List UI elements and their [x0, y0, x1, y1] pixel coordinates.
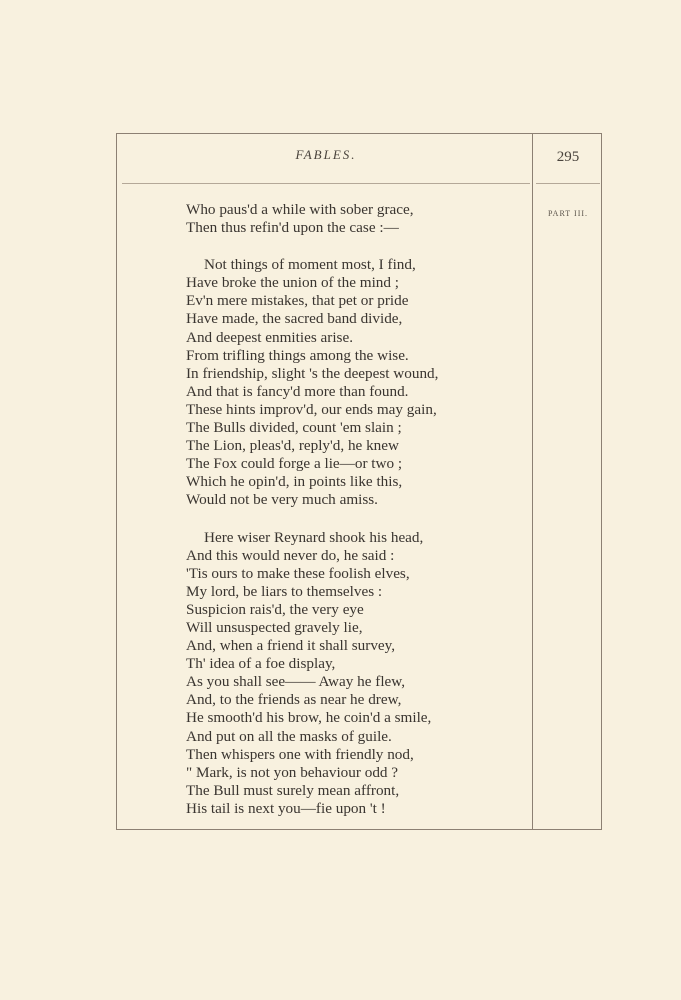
- poem-line: Have made, the sacred band divide,: [186, 310, 403, 328]
- poem-line: And, when a friend it shall survey,: [186, 637, 396, 655]
- poem-line: His tail is next you—fie upon 't !: [186, 799, 386, 817]
- poem-line: Then thus refin'd upon the case :—: [186, 219, 399, 237]
- poem-line: In friendship, slight 's the deepest wound,: [186, 364, 439, 382]
- poem-line: The Bull must surely mean affront,: [186, 781, 400, 799]
- poem-line: And, to the friends as near he drew,: [186, 691, 402, 709]
- poem-line: Th' idea of a foe display,: [186, 655, 336, 673]
- poem-line: Will unsuspected gravely lie,: [186, 618, 363, 636]
- poem-line: And this would never do, he said :: [186, 546, 395, 564]
- poem-line: Suspicion rais'd, the very eye: [186, 600, 364, 618]
- poem-line: And that is fancy'd more than found.: [186, 382, 409, 400]
- poem-line: My lord, be liars to themselves :: [186, 582, 383, 600]
- running-head: FABLES.: [295, 147, 357, 162]
- poem-line: And deepest enmities arise.: [186, 328, 354, 346]
- page-number: 295: [556, 149, 580, 165]
- poem-body: [186, 201, 526, 818]
- poem-line: Then whispers one with friendly nod,: [186, 745, 414, 763]
- poem-line: The Bulls divided, count 'em slain ;: [186, 419, 402, 437]
- poem-line: From trifling things among the wise.: [186, 346, 409, 364]
- stanza: [186, 201, 526, 237]
- header-rule: [122, 183, 530, 184]
- poem-line: 'Tis ours to make these foolish elves,: [186, 564, 410, 582]
- poem-line: The Fox could forge a lie—or two ;: [186, 455, 403, 473]
- poem-line: Which he opin'd, in points like this,: [186, 473, 403, 491]
- poem-line: Would not be very much amiss.: [186, 491, 378, 509]
- poem-line: These hints improv'd, our ends may gain,: [186, 400, 437, 418]
- poem-line: Here wiser Reynard shook his head,: [204, 528, 424, 546]
- poem-line: As you shall see—— Away he flew,: [186, 673, 406, 691]
- stanza: [186, 529, 526, 819]
- poem-line: Not things of moment most, I find,: [204, 256, 416, 274]
- poem-line: And put on all the masks of guile.: [186, 727, 392, 745]
- poem-line: " Mark, is not yon behaviour odd ?: [186, 763, 399, 781]
- margin-divider: [532, 133, 533, 830]
- margin-header-rule: [536, 183, 600, 184]
- poem-line: The Lion, pleas'd, reply'd, he knew: [186, 437, 399, 455]
- poem-line: Ev'n mere mistakes, that pet or pride: [186, 292, 409, 310]
- poem-line: He smooth'd his brow, he coin'd a smile,: [186, 709, 432, 727]
- poem-line: Who paus'd a while with sober grace,: [186, 201, 414, 218]
- stanza: [186, 256, 526, 509]
- poem-line: Have broke the union of the mind ;: [186, 274, 399, 292]
- margin-note: PART III.: [547, 209, 589, 218]
